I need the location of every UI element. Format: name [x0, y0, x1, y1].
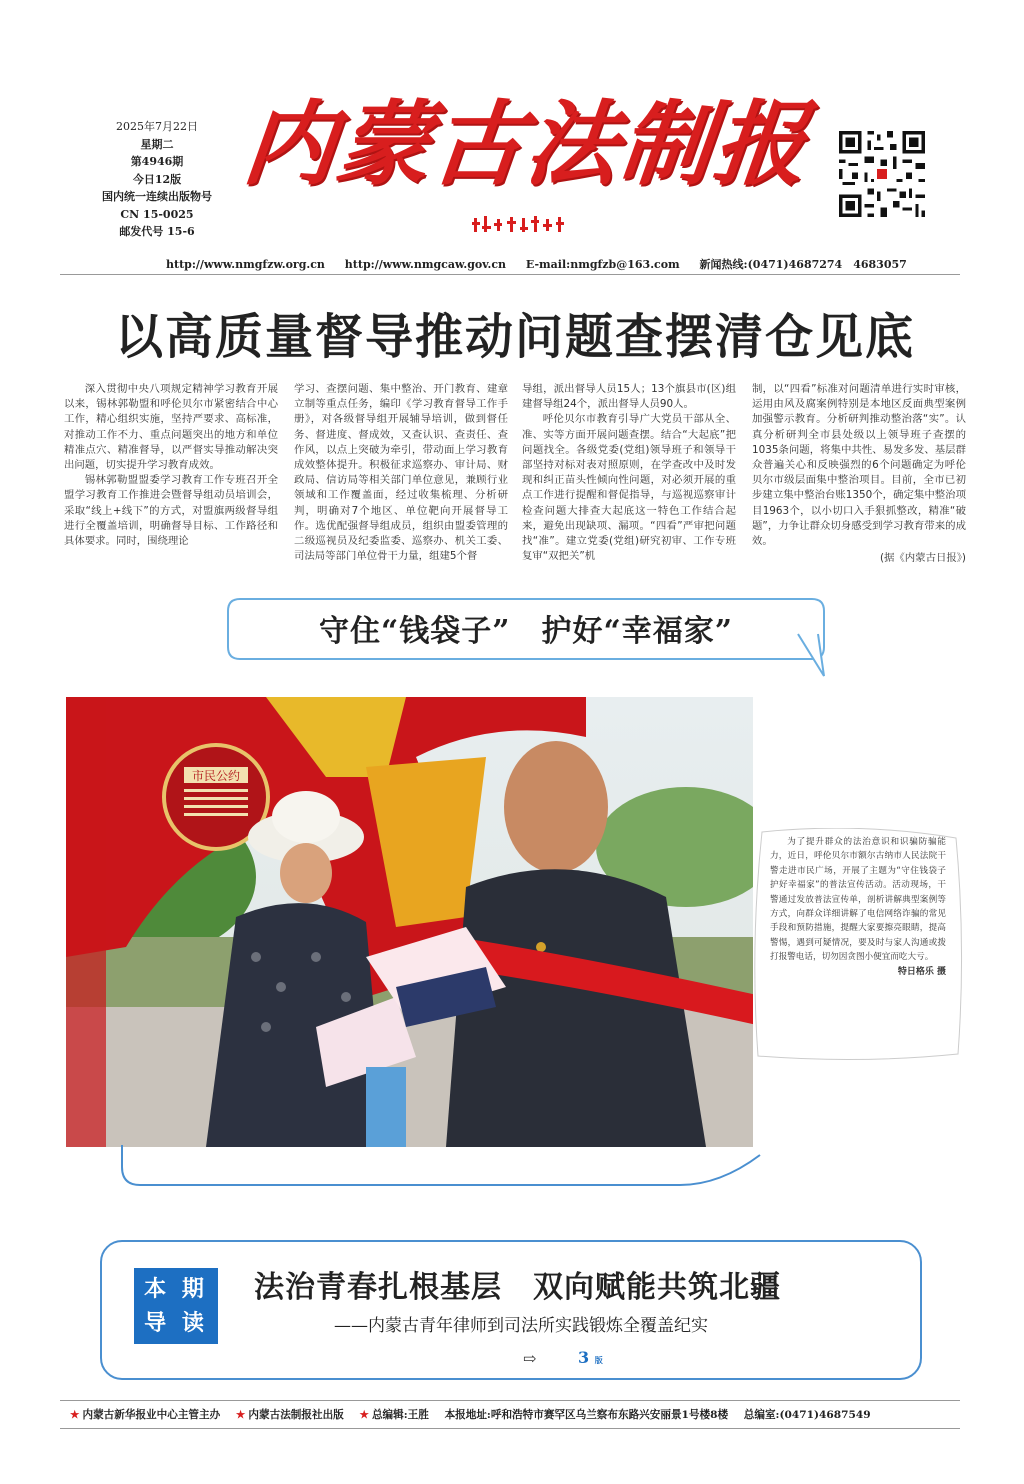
- article-paragraph: 制，以“四看”标准对问题清单进行实时审核，运用由风及腐案例特别是本地区反面典型案例加强警示教育。分析研判推动整治落“实”。认真分析研判全市县处级以上领导班子查摆的1035条问题，将集中共性、易发多发、基层群众普遍关心和反映强烈的6个问题确定为呼伦贝尔市级层面集中整治项目。目前，全市已初步建立集中整治台账1350个，确定集中整治项目1963个，以小切口入手狠抓整改，精准“破题”，力争让群众切身感受到学习教育带来的成效。: [752, 383, 966, 548]
- star-icon: ★: [235, 1409, 246, 1421]
- star-icon: ★: [70, 1409, 80, 1421]
- website-link-2[interactable]: http://www.nmgcaw.gov.cn: [344, 258, 507, 271]
- article-paragraph: 锡林郭勒盟盟委学习教育工作专班召开全盟学习教育工作推进会暨督导组动员培训会，采取“线上+线下”的方式，对盟旗两级督导组进行全覆盖培训，明确督导目标、工作路径和具体要求。同时，围绕理论: [64, 474, 278, 548]
- cn-number: CN 15-0025: [120, 207, 194, 221]
- article-column-1: [64, 382, 278, 549]
- article-column-4: [752, 382, 966, 566]
- issue-pages: 今日12版: [132, 172, 182, 186]
- serial-label: 国内统一连续出版物号: [102, 190, 212, 203]
- badge-line-2: 导 读: [144, 1310, 208, 1336]
- page-unit: 版: [594, 1355, 603, 1365]
- caption-text: 为了提升群众的法治意识和识骗防骗能力，近日，呼伦贝尔市额尔古纳市人民法院干警走进市民广场，开展了主题为“守住钱袋子 护好幸福家”的普法宣传活动。活动现场，干警通过发放普法宣传单，剖析讲解典型案例等方式，向群众详细讲解了电信网络诈骗的常见手段和预防措施，提醒大家要擦亮眼睛，提高警惕，遇到可疑情况，要及时与家人沟通或拨打报警电话，切勿因贪图小便宜而吃大亏。: [770, 837, 946, 963]
- issue-date: 2025年7月22日: [116, 120, 198, 133]
- mongolian-script-logo: [470, 214, 570, 236]
- article-column-3: [522, 382, 736, 564]
- news-hotline: 新闻热线:(0471)4687274 4683057: [699, 258, 907, 271]
- article-paragraph: 学习、查摆问题、集中整治、开门教育、建章立制等重点任务，编印《学习教育督导工作手册》，对各级督导组开展辅导培训，做到督任务、督进度、督成效，又查认识、查责任、查作风，以点上突破为牵引，带动面上学习教育成效整体提升。积极征求巡察办、审计局、财政局、信访局等相关部门单位意见，兼顾行业领域和工作覆盖面，经过收集梳理、分析研判，明确对7个地区、单位靶向开展督导工作。选优配强督导组成员，组织由盟委管理的二级巡视员及纪委监委、巡察办、机关工委、司法局等部门单位骨干力量，组建5个督: [294, 383, 508, 563]
- article-column-2: [294, 382, 508, 564]
- footer-bottom-divider: [60, 1428, 960, 1429]
- footer-sponsor: 内蒙古新华报业中心主管主办: [82, 1409, 221, 1421]
- email-link[interactable]: E-mail:nmgfzb@163.com: [525, 258, 680, 271]
- arrow-right-icon: ⇨: [523, 1349, 537, 1368]
- photo-byline: 特日格乐 摄: [897, 966, 946, 977]
- article-paragraph: 深入贯彻中央八项规定精神学习教育开展以来，锡林郭勒盟和呼伦贝尔市紧密结合中心工作，精心组织实施，坚持严要求、高标准，对推动工作不力、重点问题突出的地方和单位精准点穴、精准督导，以严督实导推动解决突出问题，切实提升学习教育成效。: [64, 383, 278, 472]
- sign-label: 市民公约: [191, 769, 241, 783]
- issue-info: [92, 118, 222, 241]
- footer-chief-editor: 总编辑:王胜: [371, 1409, 429, 1421]
- contact-bar: [166, 256, 907, 272]
- article-paragraph: 导组，派出督导人员15人；13个旗县市(区)组建督导组24个，派出督导人员90人。: [522, 383, 736, 411]
- postal-code: 邮发代号 15-6: [119, 225, 195, 238]
- preview-title[interactable]: 法治青春扎根基层 双向赋能共筑北疆: [254, 1270, 781, 1305]
- footer-office: 总编室:(0471)4687549: [743, 1409, 871, 1421]
- footer-publisher: 内蒙古法制报社出版: [248, 1409, 344, 1421]
- article-paragraph: 呼伦贝尔市教育引导广大党员干部从全、准、实等方面开展问题查摆。结合“大起底”把问题找全。各级党委(党组)领导班子和领导干部坚持对标对表对照原则，在学查改中及时发现和纠正苗头性倾向性问题，对必须开展的重点工作进行提醒和督促指导，与巡视巡察审计检查问题大排查大起底这一特色工作结合起来，避免出现缺项、漏项。“四看”严审把问题找“准”。建立党委(党组)研究初审、工作专班复审“双把关”机: [522, 413, 736, 563]
- photo-illustration: [66, 697, 753, 1147]
- footer-divider: [60, 1400, 960, 1401]
- footer-address: 本报地址:呼和浩特市赛罕区乌兰察布东路兴安丽景1号楼8楼: [444, 1409, 729, 1421]
- feature-photo: [66, 697, 753, 1147]
- issue-number: 第4946期: [130, 155, 184, 168]
- preview-badge: [134, 1268, 218, 1344]
- newspaper-logo: 内蒙古法制报: [238, 90, 814, 198]
- star-icon: ★: [359, 1409, 369, 1421]
- website-link-1[interactable]: http://www.nmgfzw.org.cn: [166, 258, 325, 271]
- article-source: (据《内蒙古日报》): [879, 552, 966, 565]
- blue-frame-line: [120, 1145, 860, 1190]
- footer-bar: [70, 1407, 970, 1422]
- lead-headline[interactable]: 以高质量督导推动问题查摆清仓见底: [114, 309, 915, 365]
- page-number: 3: [578, 1348, 590, 1367]
- preview-subtitle: ——内蒙古青年律师到司法所实践锻炼全覆盖纪实: [334, 1316, 708, 1336]
- badge-line-1: 本 期: [144, 1276, 208, 1302]
- masthead-divider: [60, 274, 960, 275]
- issue-weekday: 星期二: [140, 137, 174, 151]
- photo-caption: [770, 835, 946, 979]
- feature-title[interactable]: 守住“钱袋子” 护好“幸福家”: [318, 614, 734, 649]
- issue-preview-box: [100, 1240, 922, 1380]
- qr-code[interactable]: [836, 128, 928, 220]
- preview-page-link[interactable]: [578, 1348, 603, 1367]
